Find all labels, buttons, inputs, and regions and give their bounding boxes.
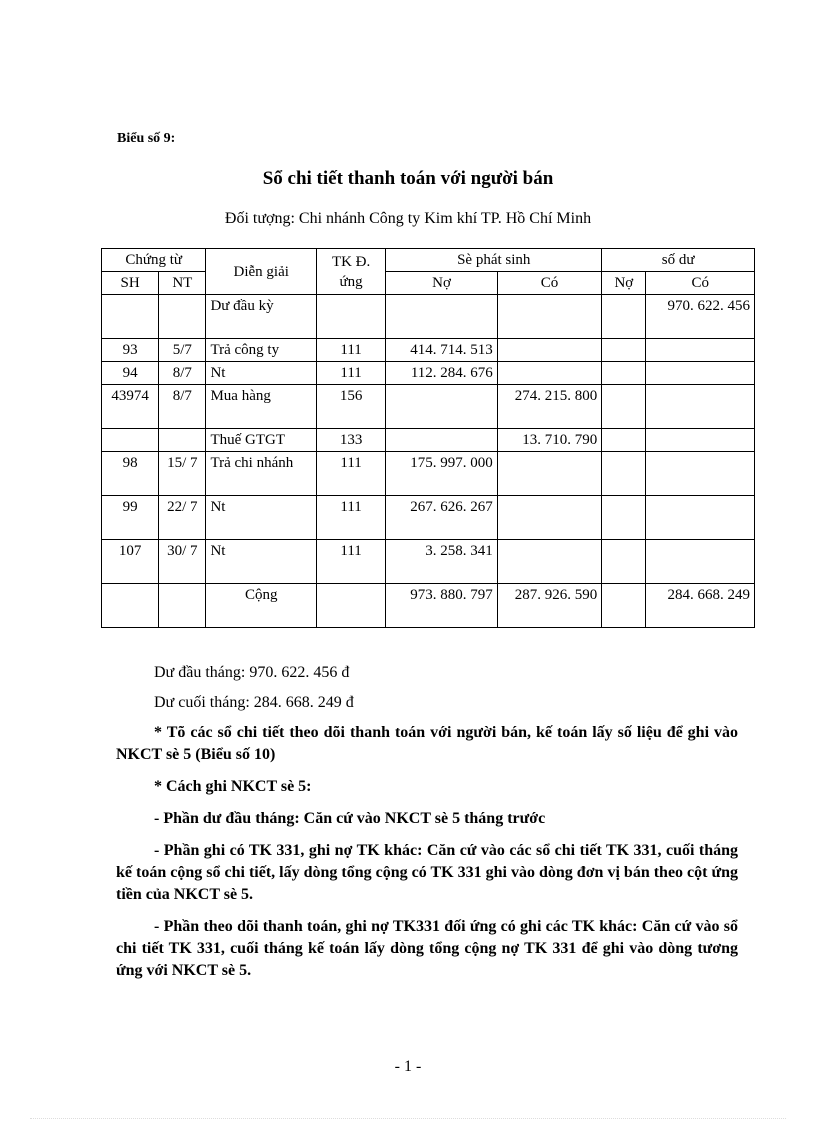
table-row — [102, 452, 755, 496]
total-ps-co: 287. 926. 590 — [497, 584, 601, 628]
method-paragraph: - Phần ghi có TK 331, ghi nợ TK khác: Căn cứ vào các sổ chi tiết TK 331, cuối tháng kế toán cộng sổ chi tiết, lấy dòng tổng cộng có TK 331 ghi vào dòng đơn vị bán theo cột ứng tiền của NKCT sè 5. — [116, 842, 738, 903]
cell-ps-co — [497, 339, 601, 362]
header-sh: SH — [102, 272, 159, 295]
cell-sh: 99 — [102, 496, 159, 540]
cell-sh: 93 — [102, 339, 159, 362]
cell-ps-co — [497, 540, 601, 584]
cell-nt: 8/7 — [159, 385, 206, 429]
cell-ps-co — [497, 452, 601, 496]
page-bottom-divider — [30, 1118, 786, 1119]
page-number: - 1 - — [394, 1058, 422, 1075]
header-ps-co: Có — [497, 272, 601, 295]
header-du-co: Có — [646, 272, 755, 295]
cell-ps-no — [386, 385, 498, 429]
cell-du-no — [602, 452, 646, 496]
cell-ps-co: 274. 215. 800 — [497, 385, 601, 429]
cell-sh: 107 — [102, 540, 159, 584]
cell-tk: 133 — [316, 429, 385, 452]
document-subtitle: Đối tượng: Chi nhánh Công ty Kim khí TP. Hồ Chí Minh — [224, 210, 592, 227]
cell-desc: Dư đầu kỳ — [206, 295, 317, 339]
table-row — [102, 429, 755, 452]
cell-du-no — [602, 362, 646, 385]
cell-nt: 15/ 7 — [159, 452, 206, 496]
table-row — [102, 496, 755, 540]
header-tk-doi-ung: TK Đ. ứng — [316, 249, 385, 295]
cell-du-co — [646, 339, 755, 362]
cell-desc: Trả chi nhánh — [206, 452, 317, 496]
cell-nt: 30/ 7 — [159, 540, 206, 584]
header-phat-sinh: Sè phát sinh — [386, 249, 602, 272]
cell-du-no — [602, 429, 646, 452]
cell-tk: 111 — [316, 362, 385, 385]
table-total-row — [102, 584, 755, 628]
method-heading: * Cách ghi NKCT sè 5: — [154, 778, 312, 795]
cell-sh — [102, 429, 159, 452]
cell-tk: 156 — [316, 385, 385, 429]
total-du-no — [602, 584, 646, 628]
cell-du-co — [646, 385, 755, 429]
cell-desc: Trả công ty — [206, 339, 317, 362]
cell-tk: 111 — [316, 452, 385, 496]
cell-desc: Mua hàng — [206, 385, 317, 429]
total-ps-no: 973. 880. 797 — [386, 584, 498, 628]
cell-ps-co — [497, 496, 601, 540]
cell-desc: Thuế GTGT — [206, 429, 317, 452]
cell-ps-co: 13. 710. 790 — [497, 429, 601, 452]
ledger-table — [101, 248, 755, 628]
closing-balance-text: Dư cuối tháng: 284. 668. 249 đ — [154, 694, 354, 711]
table-row — [102, 540, 755, 584]
cell-du-co — [646, 429, 755, 452]
cell-nt — [159, 295, 206, 339]
cell-sh: 94 — [102, 362, 159, 385]
header-dien-giai: Diễn giải — [206, 249, 317, 295]
cell-ps-co — [497, 295, 601, 339]
cell-ps-no: 3. 258. 341 — [386, 540, 498, 584]
cell-tk: 111 — [316, 496, 385, 540]
cell-du-co: 970. 622. 456 — [646, 295, 755, 339]
cell-ps-no — [386, 429, 498, 452]
cell-du-co — [646, 496, 755, 540]
note-paragraph: * Tõ các sổ chi tiết theo dõi thanh toán với người bán, kế toán lấy số liệu để ghi vào NKCT sè 5 (Biểu số 10) — [116, 724, 738, 763]
cell-ps-no: 267. 626. 267 — [386, 496, 498, 540]
cell-sh: 43974 — [102, 385, 159, 429]
cell-du-co — [646, 362, 755, 385]
cell-du-no — [602, 339, 646, 362]
header-ps-no: Nợ — [386, 272, 498, 295]
cell-nt — [159, 429, 206, 452]
table-row — [102, 385, 755, 429]
method-paragraph: - Phần dư đầu tháng: Căn cứ vào NKCT sè 5 tháng trước — [154, 810, 546, 827]
table-row — [102, 362, 755, 385]
cell-ps-no — [386, 295, 498, 339]
cell-nt: 8/7 — [159, 362, 206, 385]
cell-tk: 111 — [316, 540, 385, 584]
header-chung-tu: Chứng từ — [102, 249, 206, 272]
header-nt: NT — [159, 272, 206, 295]
cell-du-co — [646, 452, 755, 496]
cell-tk — [316, 295, 385, 339]
cell-nt — [159, 584, 206, 628]
form-label: Biểu số 9: — [117, 131, 176, 146]
cell-sh: 98 — [102, 452, 159, 496]
cell-du-no — [602, 385, 646, 429]
cell-du-no — [602, 496, 646, 540]
cell-tk — [316, 584, 385, 628]
cell-desc: Nt — [206, 362, 317, 385]
total-du-co: 284. 668. 249 — [646, 584, 755, 628]
cell-desc: Nt — [206, 496, 317, 540]
cell-sh — [102, 295, 159, 339]
header-du-no: Nợ — [602, 272, 646, 295]
opening-balance-text: Dư đầu tháng: 970. 622. 456 đ — [154, 664, 350, 681]
cell-desc: Nt — [206, 540, 317, 584]
document-title: Sổ chi tiết thanh toán với người bán — [262, 168, 554, 189]
cell-ps-no: 414. 714. 513 — [386, 339, 498, 362]
cell-ps-no: 112. 284. 676 — [386, 362, 498, 385]
cell-nt: 5/7 — [159, 339, 206, 362]
header-so-du: số dư — [602, 249, 755, 272]
cell-du-no — [602, 540, 646, 584]
cell-ps-co — [497, 362, 601, 385]
cell-ps-no: 175. 997. 000 — [386, 452, 498, 496]
cell-sh — [102, 584, 159, 628]
cell-nt: 22/ 7 — [159, 496, 206, 540]
cell-du-co — [646, 540, 755, 584]
cell-du-no — [602, 295, 646, 339]
method-paragraph: - Phần theo dõi thanh toán, ghi nợ TK331 đối ứng có ghi các TK khác: Căn cứ vào sổ chi tiết TK 331, cuối tháng kế toán lấy dòng tổng cộng nợ TK 331 để ghi vào dòng tương ứng với NKCT sè 5. — [116, 918, 738, 979]
total-label: Cộng — [206, 584, 317, 628]
table-row — [102, 339, 755, 362]
table-row — [102, 295, 755, 339]
cell-tk: 111 — [316, 339, 385, 362]
